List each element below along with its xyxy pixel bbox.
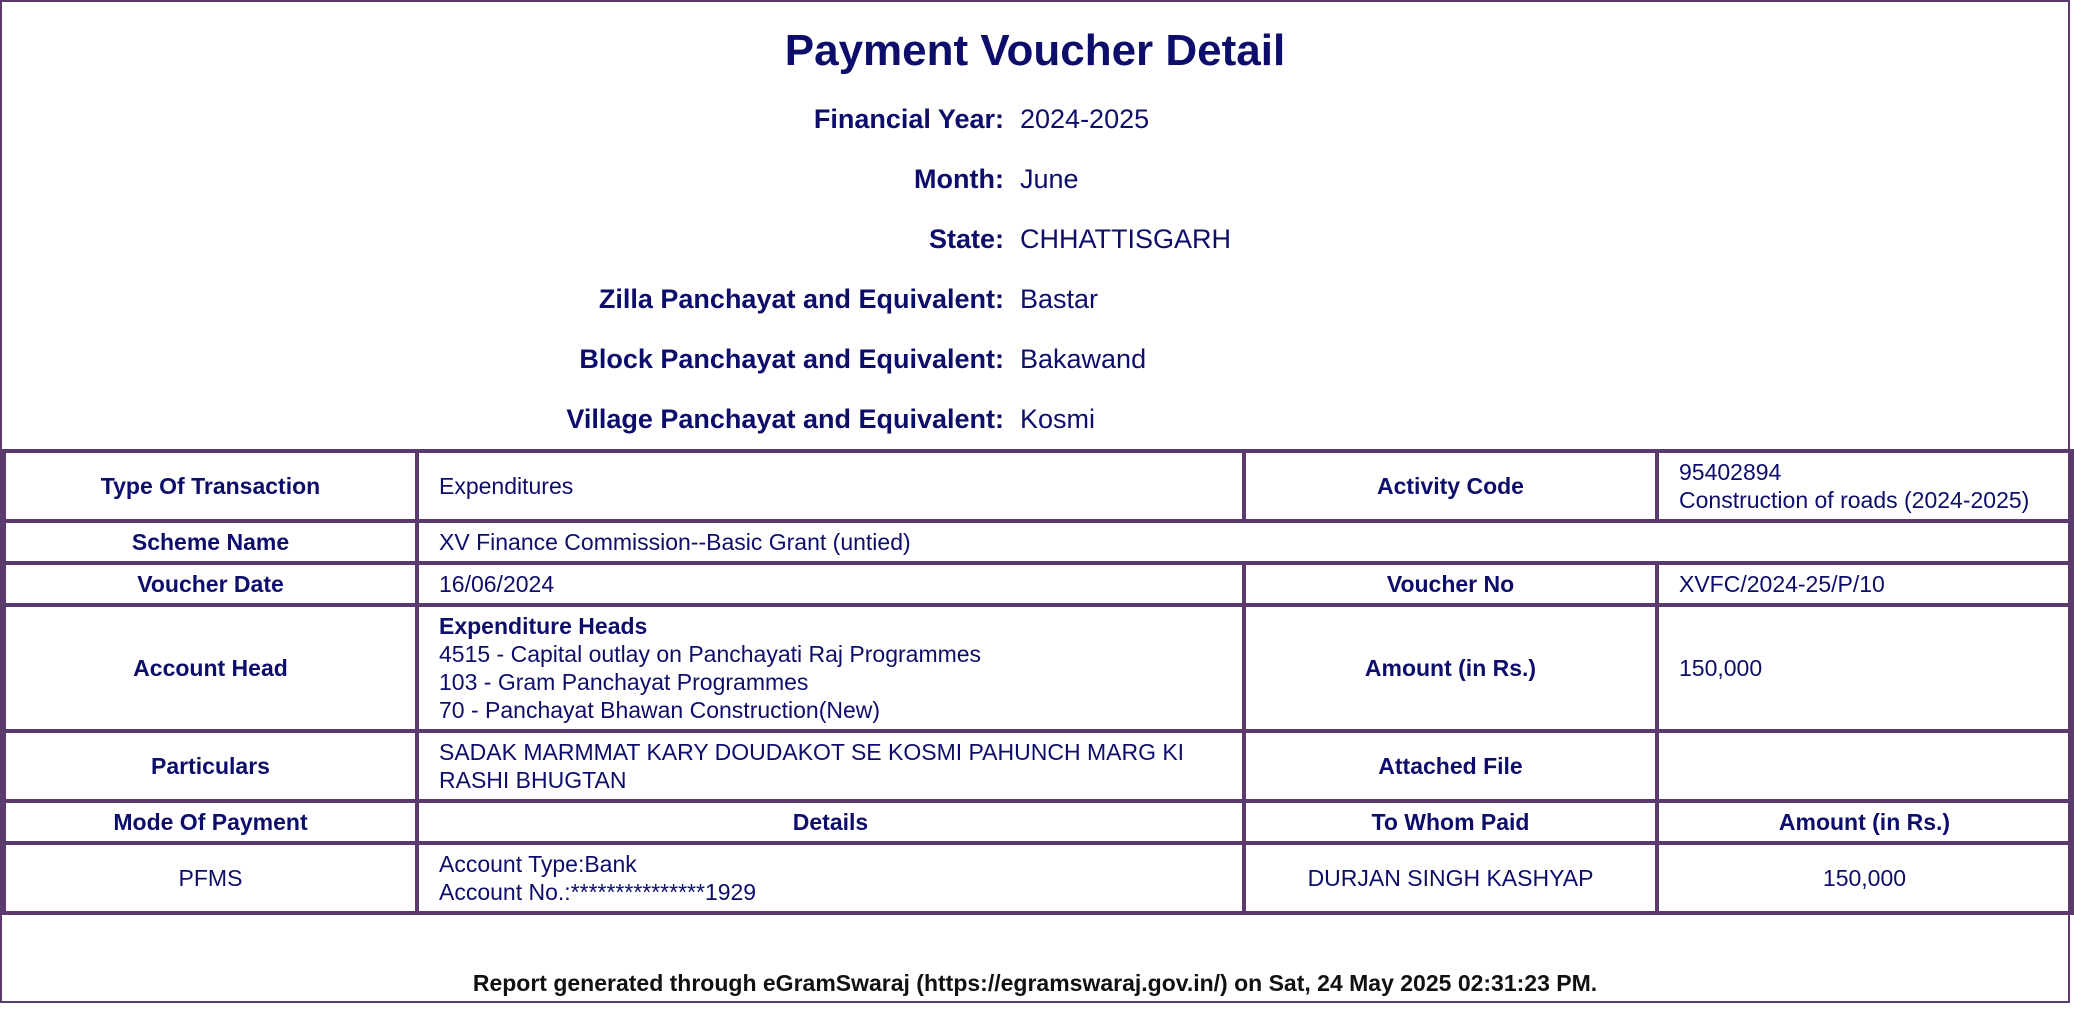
activity-code-value [1657, 451, 2072, 521]
payment-details-value [417, 843, 1244, 913]
info-row-month [0, 159, 2070, 199]
particulars-value: SADAK MARMMAT KARY DOUDAKOT SE KOSMI PAHUNCH MARG KI RASHI BHUGTAN [417, 731, 1244, 801]
table-row [4, 521, 2072, 563]
column-header-to-whom-paid: To Whom Paid [1244, 801, 1657, 843]
info-label: Financial Year: [813, 103, 1004, 134]
type-of-transaction-value: Expenditures [417, 451, 1244, 521]
voucher-date-value: 16/06/2024 [417, 563, 1244, 605]
info-label: Village Panchayat and Equivalent: [566, 403, 1004, 434]
table-row [4, 843, 2072, 913]
column-header-mode-of-payment: Mode Of Payment [4, 801, 417, 843]
table-row [4, 605, 2072, 731]
attached-file-label: Attached File [1244, 731, 1657, 801]
table-row [4, 563, 2072, 605]
info-row-zilla-panchayat [0, 279, 2070, 319]
info-row-financial-year [0, 99, 2070, 139]
info-label: Month: [914, 163, 1004, 194]
payment-mode-value: PFMS [4, 843, 417, 913]
voucher-table [2, 449, 2074, 915]
expenditure-heads-title: Expenditure Heads [439, 613, 648, 639]
info-row-state [0, 219, 2070, 259]
scheme-name-value: XV Finance Commission--Basic Grant (untied) [417, 521, 2072, 563]
page-title: Payment Voucher Detail [784, 26, 1286, 75]
info-row-village-panchayat [0, 399, 2070, 439]
account-head-value [417, 605, 1244, 731]
account-head-line: 103 - Gram Panchayat Programmes [439, 669, 809, 695]
payment-amount-value: 150,000 [1657, 843, 2072, 913]
info-label: State: [928, 223, 1004, 254]
table-row [4, 731, 2072, 801]
info-label: Block Panchayat and Equivalent: [579, 343, 1004, 374]
column-header-amount: Amount (in Rs.) [1657, 801, 2072, 843]
info-value: Bakawand [1020, 343, 1147, 374]
activity-code-label: Activity Code [1244, 451, 1657, 521]
account-head-label: Account Head [4, 605, 417, 731]
account-head-line: 4515 - Capital outlay on Panchayati Raj Programmes [439, 641, 982, 667]
info-value: Bastar [1020, 283, 1099, 314]
column-header-details: Details [417, 801, 1244, 843]
info-value: Kosmi [1020, 403, 1096, 434]
scheme-name-label: Scheme Name [4, 521, 417, 563]
info-value: 2024-2025 [1020, 103, 1150, 134]
amount-value: 150,000 [1657, 605, 2072, 731]
account-number: Account No.:***************1929 [439, 879, 757, 905]
voucher-date-label: Voucher Date [4, 563, 417, 605]
info-label: Zilla Panchayat and Equivalent: [598, 283, 1004, 314]
to-whom-paid-value: DURJAN SINGH KASHYAP [1244, 843, 1657, 913]
info-value: June [1020, 163, 1079, 194]
attached-file-value [1657, 731, 2072, 801]
report-footer: Report generated through eGramSwaraj (https://egramswaraj.gov.in/) on Sat, 24 May 2025 02:31:23 PM. [472, 970, 1598, 996]
account-type: Account Type:Bank [439, 851, 637, 877]
amount-label: Amount (in Rs.) [1244, 605, 1657, 731]
info-row-block-panchayat [0, 339, 2070, 379]
voucher-no-value: XVFC/2024-25/P/10 [1657, 563, 2072, 605]
info-value: CHHATTISGARH [1020, 223, 1232, 254]
table-row [4, 451, 2072, 521]
account-head-line: 70 - Panchayat Bhawan Construction(New) [439, 697, 881, 723]
table-header-row [4, 801, 2072, 843]
type-of-transaction-label: Type Of Transaction [4, 451, 417, 521]
activity-name: Construction of roads (2024-2025) [1679, 487, 2030, 513]
voucher-no-label: Voucher No [1244, 563, 1657, 605]
activity-code: 95402894 [1679, 459, 1782, 485]
particulars-label: Particulars [4, 731, 417, 801]
